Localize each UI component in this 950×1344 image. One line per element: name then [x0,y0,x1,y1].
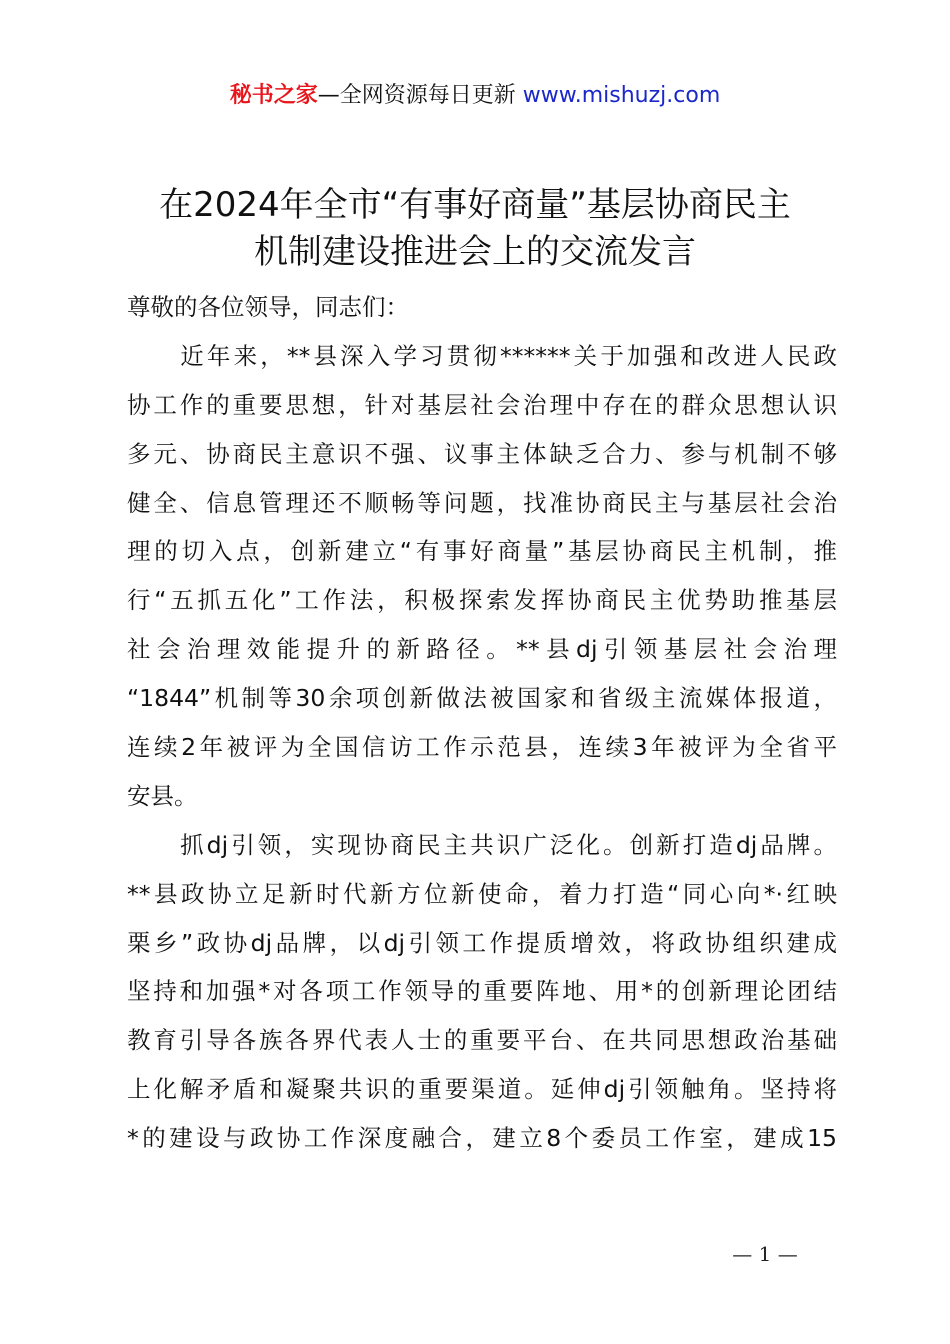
salutation: 尊敬的各位领导，同志们： [127,293,409,321]
banner-tagline: —全网资源每日更新 [317,83,516,108]
body-line: 教育引导各族各界代表人士的重要平台、在共同思想政治基础 [127,1026,837,1055]
body-line: 健全、信息管理还不顺畅等问题，找准协商民主与基层社会治 [127,488,837,517]
title-line-2: 机制建设推进会上的交流发言 [254,232,696,272]
body-line: 社会治理效能提升的新路径。**县dj引领基层社会治理 [127,635,837,664]
body-line: 行“五抓五化”工作法，积极探索发挥协商民主优势助推基层 [127,586,837,615]
body-line: 近年来，**县深入学习贯彻******关于加强和改进人民政 [127,341,837,370]
body-line: 上化解矛盾和凝聚共识的重要渠道。延伸dj引领触角。坚持将 [127,1075,837,1104]
body-line: 安县。 [127,781,198,810]
body-line: 栗乡”政协dj品牌，以dj引领工作提质增效，将政协组织建成 [127,928,837,957]
body-line: **县政协立足新时代新方位新使命，着力打造“同心向*·红映 [127,879,837,908]
body-line: 协工作的重要思想，针对基层社会治理中存在的群众思想认识 [127,390,837,419]
brand-name: 秘书之家 [229,83,318,108]
banner-url-link[interactable]: www.mishuzj.com [522,83,721,108]
body-line: 理的切入点，创新建立“有事好商量”基层协商民主机制，推 [127,537,837,566]
site-banner [0,80,950,112]
title-line-1: 在2024年全市“有事好商量”基层协商民主 [159,185,791,225]
body-line: *的建设与政协工作深度融合，建立8个委员工作室，建成15 [127,1124,837,1153]
body-line: 抓dj引领，实现协商民主共识广泛化。创新打造dj品牌。 [127,830,837,859]
body-line: 坚持和加强*对各项工作领导的重要阵地、用*的创新理论团结 [127,977,837,1006]
body-line: “1844”机制等30余项创新做法被国家和省级主流媒体报道， [127,684,837,713]
body-line: 多元、协商民主意识不强、议事主体缺乏合力、参与机制不够 [127,439,837,468]
document-body [127,283,837,1163]
document-title [60,182,890,276]
page-number: — 1 — [732,1242,798,1266]
body-line: 连续2年被评为全国信访工作示范县，连续3年被评为全省平 [127,733,837,762]
